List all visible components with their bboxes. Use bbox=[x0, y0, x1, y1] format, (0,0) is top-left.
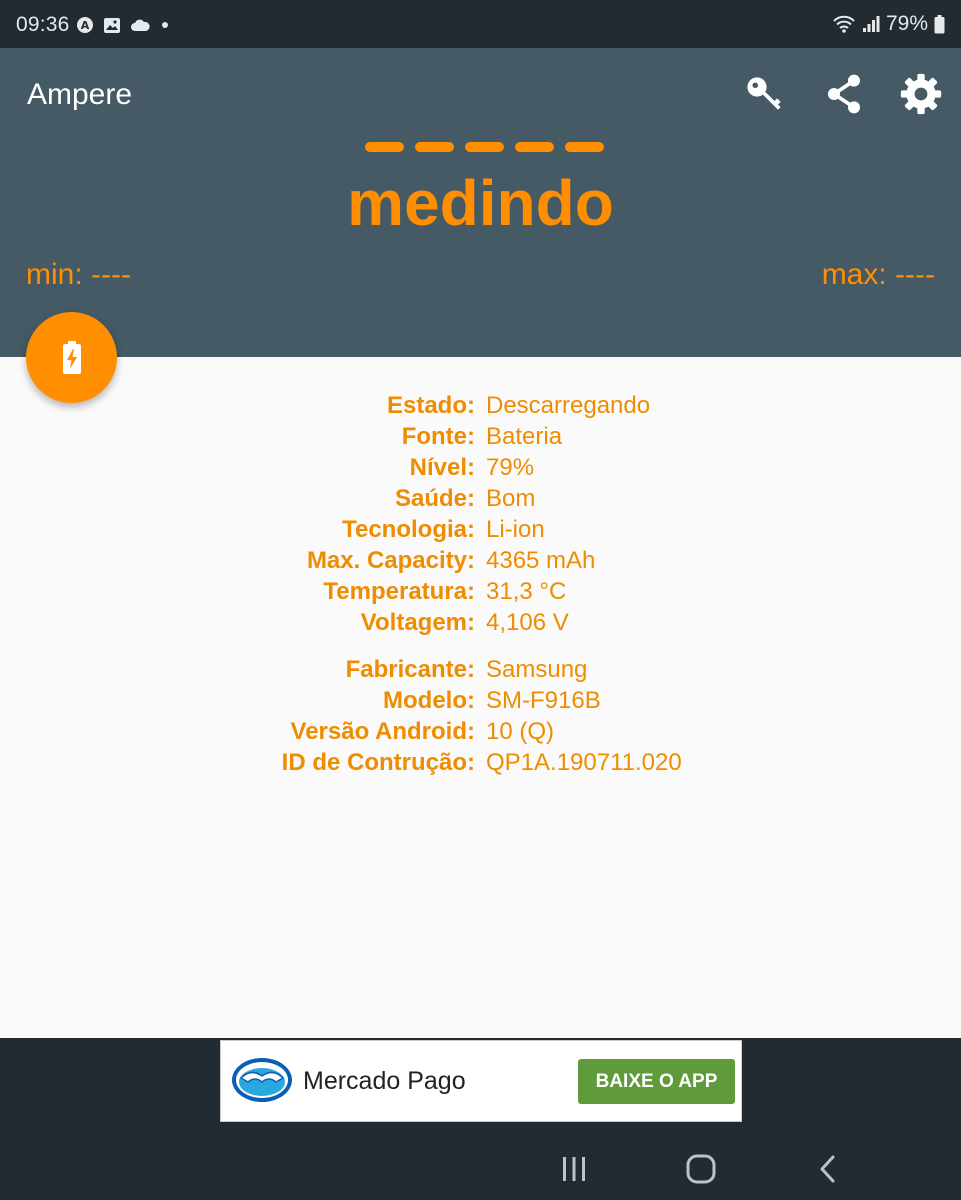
system-nav-bar bbox=[0, 1138, 961, 1200]
info-row-android-version: Versão Android: 10 (Q) bbox=[290, 717, 555, 745]
settings-button[interactable] bbox=[899, 72, 943, 116]
gear-icon bbox=[899, 72, 943, 116]
wifi-icon bbox=[832, 14, 856, 34]
battery-info-list bbox=[0, 390, 961, 778]
ad-banner[interactable] bbox=[220, 1040, 742, 1122]
home-button[interactable] bbox=[676, 1144, 726, 1194]
recents-button[interactable] bbox=[549, 1144, 599, 1194]
info-row-build-id: ID de Contrução: QP1A.190711.020 bbox=[281, 748, 682, 776]
home-icon bbox=[685, 1153, 717, 1185]
image-icon bbox=[103, 17, 121, 34]
battery-charging-icon bbox=[62, 341, 82, 375]
battery-percent: 79% bbox=[885, 12, 928, 35]
back-icon bbox=[816, 1154, 840, 1184]
cloud-icon bbox=[130, 18, 150, 32]
app-title: Ampere bbox=[27, 78, 133, 111]
notification-a-icon bbox=[76, 16, 94, 34]
info-row-voltage: Voltagem: 4,106 V bbox=[360, 608, 569, 636]
info-row-level: Nível: 79% bbox=[409, 453, 535, 481]
max-value: max: ---- bbox=[821, 258, 935, 291]
key-icon bbox=[743, 73, 785, 115]
info-row-health: Saúde: Bom bbox=[394, 484, 536, 512]
bottom-area bbox=[0, 1038, 961, 1200]
current-value-placeholder bbox=[365, 142, 604, 152]
info-row-capacity: Max. Capacity: 4365 mAh bbox=[306, 546, 596, 574]
app-header bbox=[0, 48, 961, 357]
info-row-technology: Tecnologia: Li-ion bbox=[342, 515, 545, 543]
info-row-source: Fonte: Bateria bbox=[401, 422, 563, 450]
info-row-temperature: Temperatura: 31,3 °C bbox=[323, 577, 567, 605]
info-row-state: Estado: Descarregando bbox=[386, 391, 651, 419]
measuring-status: medindo bbox=[347, 167, 614, 239]
signal-icon bbox=[862, 15, 880, 33]
share-icon bbox=[824, 72, 864, 116]
info-row-manufacturer: Fabricante: Samsung bbox=[345, 655, 588, 683]
key-button[interactable] bbox=[742, 72, 786, 116]
ad-brand-name: Mercado Pago bbox=[303, 1067, 466, 1095]
dot-icon bbox=[159, 19, 171, 31]
ad-download-button[interactable]: BAIXE O APP bbox=[578, 1059, 735, 1104]
notification-icons bbox=[76, 16, 171, 34]
share-button[interactable] bbox=[822, 72, 866, 116]
battery-icon bbox=[934, 15, 945, 34]
back-button[interactable] bbox=[803, 1144, 853, 1194]
status-bar bbox=[0, 0, 961, 48]
min-value: min: ---- bbox=[26, 258, 131, 291]
svg-text:A: A bbox=[80, 19, 90, 32]
mercado-pago-logo-icon bbox=[231, 1056, 293, 1104]
status-time: 09:36 bbox=[16, 13, 70, 36]
status-right bbox=[832, 12, 945, 36]
recents-icon bbox=[559, 1155, 589, 1183]
info-row-model: Modelo: SM-F916B bbox=[383, 686, 601, 714]
